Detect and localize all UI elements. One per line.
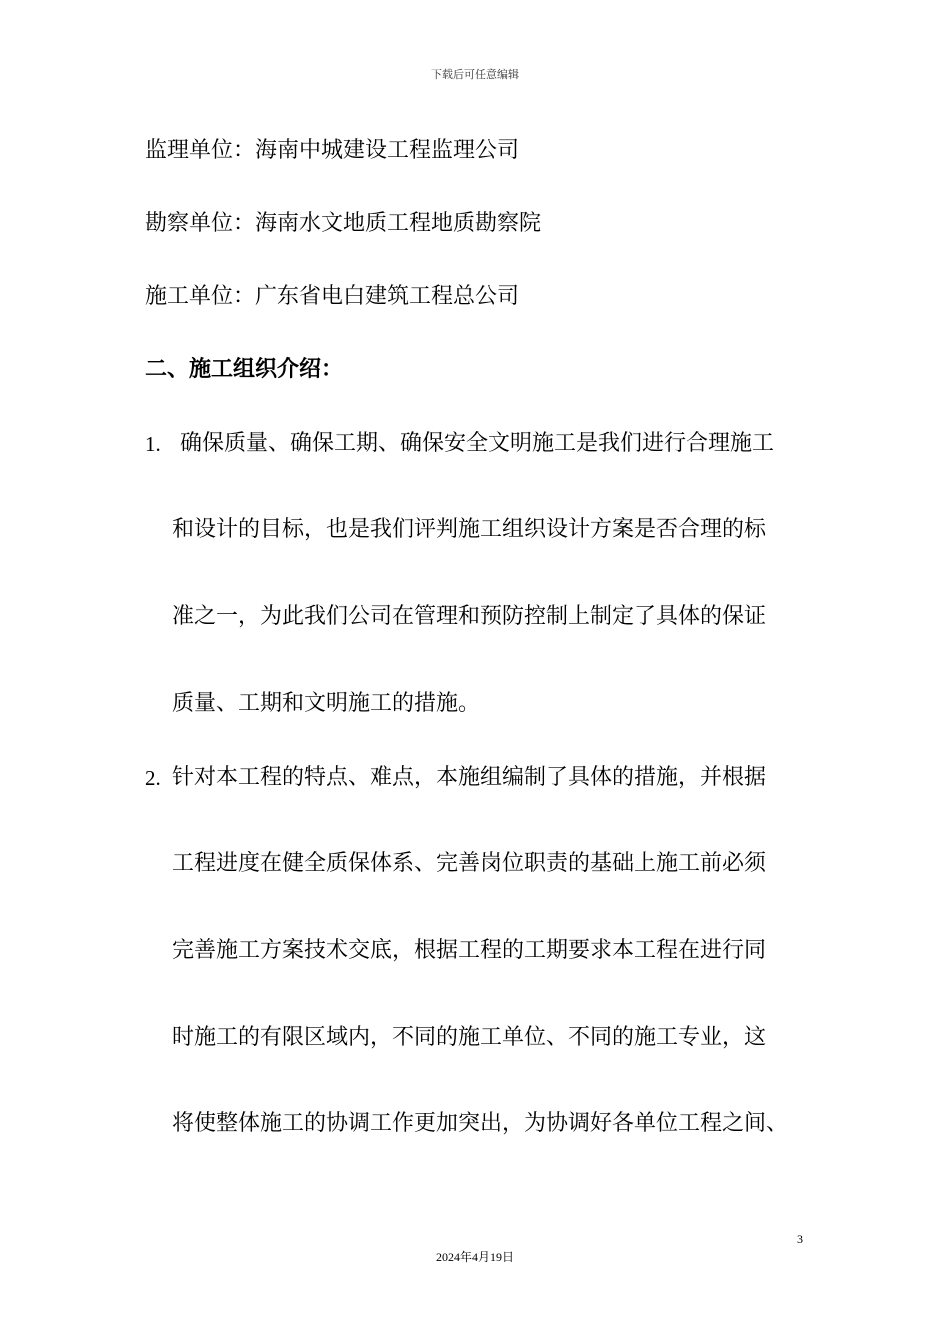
unit-row-supervision [145, 137, 519, 165]
item-line: 针对本工程的特点、难点，本施组编制了具体的措施，并根据 [172, 765, 767, 790]
item-line: 和设计的目标，也是我们评判施工组织设计方案是否合理的标 [172, 517, 767, 542]
unit-label: 勘察单位 [145, 211, 234, 236]
unit-separator: ： [233, 211, 256, 236]
item-line: 时施工的有限区域内，不同的施工单位、不同的施工专业，这 [172, 1025, 767, 1050]
item-line: 确保质量、确保工期、确保安全文明施工是我们进行合理施工 [180, 431, 775, 456]
item-line: 工程进度在健全质保体系、完善岗位职责的基础上施工前必须 [172, 851, 767, 876]
unit-value: 海南中城建设工程监理公司 [255, 138, 520, 163]
unit-value: 海南水文地质工程地质勘察院 [255, 211, 542, 236]
section-heading: 二、施工组织介绍： [145, 357, 344, 382]
unit-separator: ： [233, 284, 256, 309]
item-line: 完善施工方案技术交底，根据工程的工期要求本工程在进行同 [172, 938, 767, 963]
unit-row-construction [145, 283, 519, 311]
item-line: 准之一，为此我们公司在管理和预防控制上制定了具体的保证 [172, 604, 767, 629]
page-number: 3 [797, 1232, 803, 1246]
footer-date: 2024年4月19日 [435, 1250, 514, 1264]
unit-separator: ： [233, 138, 256, 163]
unit-row-survey [145, 210, 541, 238]
unit-value: 广东省电白建筑工程总公司 [255, 284, 520, 309]
item-number: 2. [145, 766, 161, 790]
header-note: 下载后可任意编辑 [431, 68, 519, 81]
unit-label: 施工单位 [145, 284, 234, 309]
unit-label: 监理单位 [145, 138, 234, 163]
item-line: 质量、工期和文明施工的措施。 [172, 691, 481, 716]
item-line: 将使整体施工的协调工作更加突出，为协调好各单位工程之间、 [172, 1111, 789, 1136]
item-number: 1. [145, 432, 161, 456]
